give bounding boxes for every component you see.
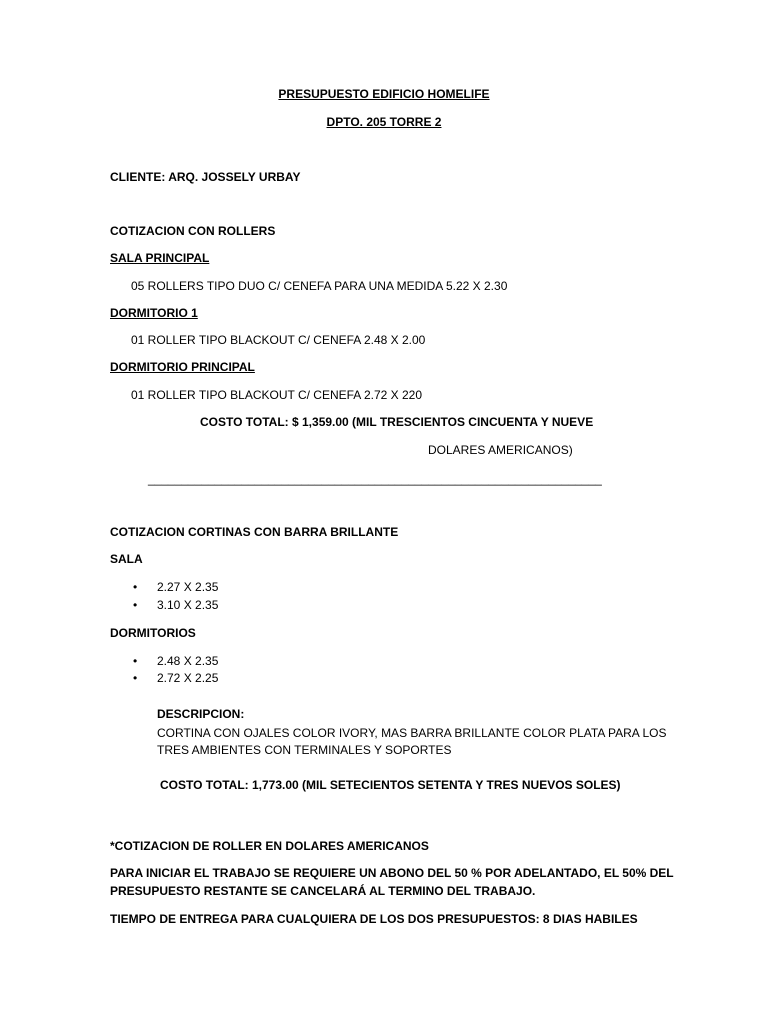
separator-line: ____________________________________________________________________ <box>148 472 602 486</box>
section-title-dormitorio-principal: DORMITORIO PRINCIPAL <box>110 360 255 374</box>
rollers-heading: COTIZACION CON ROLLERS <box>110 224 276 238</box>
sala-item-1: 2.27 X 2.35 <box>157 580 219 594</box>
roller-item-dormitorio-1: 01 ROLLER TIPO BLACKOUT C/ CENEFA 2.48 X 2.00 <box>131 333 426 347</box>
sala-title: SALA <box>110 552 143 566</box>
note-payment-line-2: PRESUPUESTO RESTANTE SE CANCELARÁ AL TERMINO DEL TRABAJO. <box>110 884 536 898</box>
dormitorios-title: DORMITORIOS <box>110 626 196 640</box>
bullet-icon: • <box>133 654 138 668</box>
sala-item-2: 3.10 X 2.35 <box>157 598 219 612</box>
descripcion-title: DESCRIPCION: <box>157 707 245 721</box>
descripcion-block <box>157 725 677 759</box>
section-title-sala-principal: SALA PRINCIPAL <box>110 251 210 265</box>
section-title-dormitorio-1: DORMITORIO 1 <box>110 306 198 320</box>
dorm-item-1: 2.48 X 2.35 <box>157 654 219 668</box>
rollers-cost-line-2: DOLARES AMERICANOS) <box>428 443 573 457</box>
roller-item-dormitorio-principal: 01 ROLLER TIPO BLACKOUT C/ CENEFA 2.72 X 220 <box>131 388 423 402</box>
note-dollars: *COTIZACION DE ROLLER EN DOLARES AMERICANOS <box>110 839 429 853</box>
bullet-icon: • <box>133 580 138 594</box>
cortinas-heading: COTIZACION CORTINAS CON BARRA BRILLANTE <box>110 525 399 539</box>
bullet-icon: • <box>133 598 138 612</box>
client-line: CLIENTE: ARQ. JOSSELY URBAY <box>110 170 301 184</box>
descripcion-text: CORTINA CON OJALES COLOR IVORY, MAS BARRA BRILLANTE COLOR PLATA PARA LOS TRES AMBIENTES CON TERMINALES Y SOPORTES <box>157 726 667 757</box>
note-payment-line-1: PARA INICIAR EL TRABAJO SE REQUIERE UN ABONO DEL 50 % POR ADELANTADO, EL 50% DEL <box>110 866 674 880</box>
document-title: PRESUPUESTO EDIFICIO HOMELIFE <box>278 87 490 101</box>
cortinas-cost-line <box>160 778 621 793</box>
document-subtitle: DPTO. 205 TORRE 2 <box>326 115 442 129</box>
bullet-icon: • <box>133 671 138 685</box>
note-delivery-time: TIEMPO DE ENTREGA PARA CUALQUIERA DE LOS DOS PRESUPUESTOS: 8 DIAS HABILES <box>110 912 638 926</box>
rollers-cost-line-1 <box>200 415 593 430</box>
cortinas-cost-text: COSTO TOTAL: 1,773.00 (MIL SETECIENTOS SETENTA Y TRES NUEVOS SOLES) <box>160 778 621 792</box>
dorm-item-2: 2.72 X 2.25 <box>157 671 219 685</box>
rollers-cost-text: COSTO TOTAL: $ 1,359.00 (MIL TRESCIENTOS CINCUENTA Y NUEVE <box>200 415 594 429</box>
roller-item-sala-principal: 05 ROLLERS TIPO DUO C/ CENEFA PARA UNA MEDIDA 5.22 X 2.30 <box>131 279 508 293</box>
